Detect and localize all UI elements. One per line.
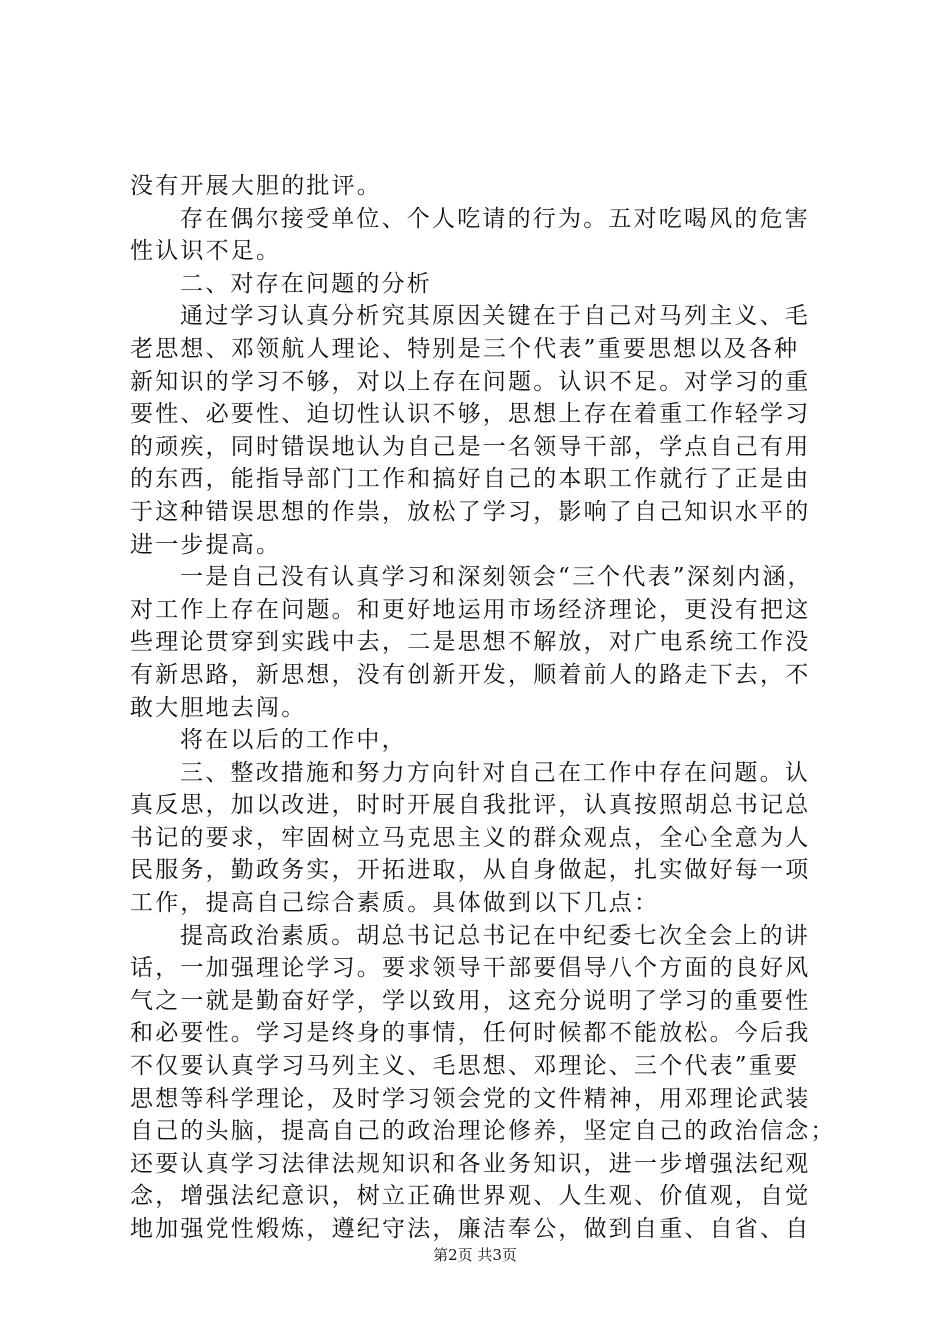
text-line: 性认识不足。 [130, 238, 282, 265]
text-line: 于这种错误思想的作祟，放松了学习，影响了自己知识水平的 [130, 498, 811, 525]
text-line: 老思想、邓领航人理论、特别是三个代表”重要思想以及各种 [130, 335, 800, 362]
text-line: 些理论贯穿到实践中去，二是思想不解放，对广电系统工作没 [130, 629, 811, 656]
text-line: 书记的要求，牢固树立马克思主义的群众观点，全心全意为人 [130, 824, 811, 851]
text-line: 一是自己没有认真学习和深刻领会“三个代表”深刻内涵， [180, 564, 813, 591]
text-line: 思想等科学理论，及时学习领会党的文件精神，用邓理论武装 [130, 1085, 811, 1112]
text-line: 有新思路，新思想，没有创新开发，顺着前人的路走下去，不 [130, 661, 811, 688]
text-line: 没有开展大胆的批评。 [130, 173, 382, 199]
text-line: 和必要性。学习是终身的事情，任何时候都不能放松。今后我 [130, 1020, 811, 1047]
text-line: 提高政治素质。胡总书记总书记在中纪委七次全会上的讲 [180, 922, 810, 949]
text-line: 三、整改措施和努力方向针对自己在工作中存在问题。认 [180, 759, 810, 786]
text-line: 地加强党性煅炼，遵纪守法，廉洁奉公，做到自重、自省、自 [130, 1216, 811, 1242]
text-line: 工作，提高自己综合素质。具体做到以下几点： [130, 890, 660, 917]
page-footer: 第2页 共3页 [433, 1246, 517, 1264]
text-line: 对工作上存在问题。和更好地运用市场经济理论，更没有把这 [130, 596, 811, 623]
text-line: 真反思，加以改进，时时开展自我批评，认真按照胡总书记总 [130, 792, 811, 819]
text-line: 敢大胆地去闯。 [130, 694, 307, 721]
text-line: 民服务，勤政务实，开拓进取，从自身做起，扎实做好每一项 [130, 857, 811, 884]
text-line: 自己的头脑，提高自己的政治理论修养，坚定自己的政治信念； [130, 1118, 836, 1145]
text-line: 念，增强法纪意识，树立正确世界观、人生观、价值观，自觉 [130, 1183, 811, 1210]
text-line: 的东西，能指导部门工作和搞好自己的本职工作就行了正是由 [130, 466, 811, 493]
text-line: 存在偶尔接受单位、个人吃请的行为。五对吃喝风的危害 [180, 205, 810, 232]
document-body [130, 170, 836, 1246]
text-line: 不仅要认真学习马列主义、毛思想、邓理论、三个代表”重要 [130, 1053, 800, 1080]
text-line: 话，一加强理论学习。要求领导干部要倡导八个方面的良好风 [130, 955, 811, 982]
text-line: 还要认真学习法律法规知识和各业务知识，进一步增强法纪观 [130, 1150, 811, 1177]
text-line: 将在以后的工作中， [180, 727, 407, 754]
text-line: 气之一就是勤奋好学，学以致用，这充分说明了学习的重要性 [130, 987, 811, 1014]
text-line: 二、对存在问题的分析 [180, 270, 432, 297]
text-line: 进一步提高。 [130, 531, 282, 558]
text-line: 通过学习认真分析究其原因关键在于自己对马列主义、毛 [180, 303, 810, 330]
text-line: 要性、必要性、迫切性认识不够，思想上存在着重工作轻学习 [130, 401, 811, 428]
text-line: 的顽疾，同时错误地认为自己是一名领导干部，学点自己有用 [130, 433, 811, 460]
text-line: 新知识的学习不够，对以上存在问题。认识不足。对学习的重 [130, 368, 811, 395]
